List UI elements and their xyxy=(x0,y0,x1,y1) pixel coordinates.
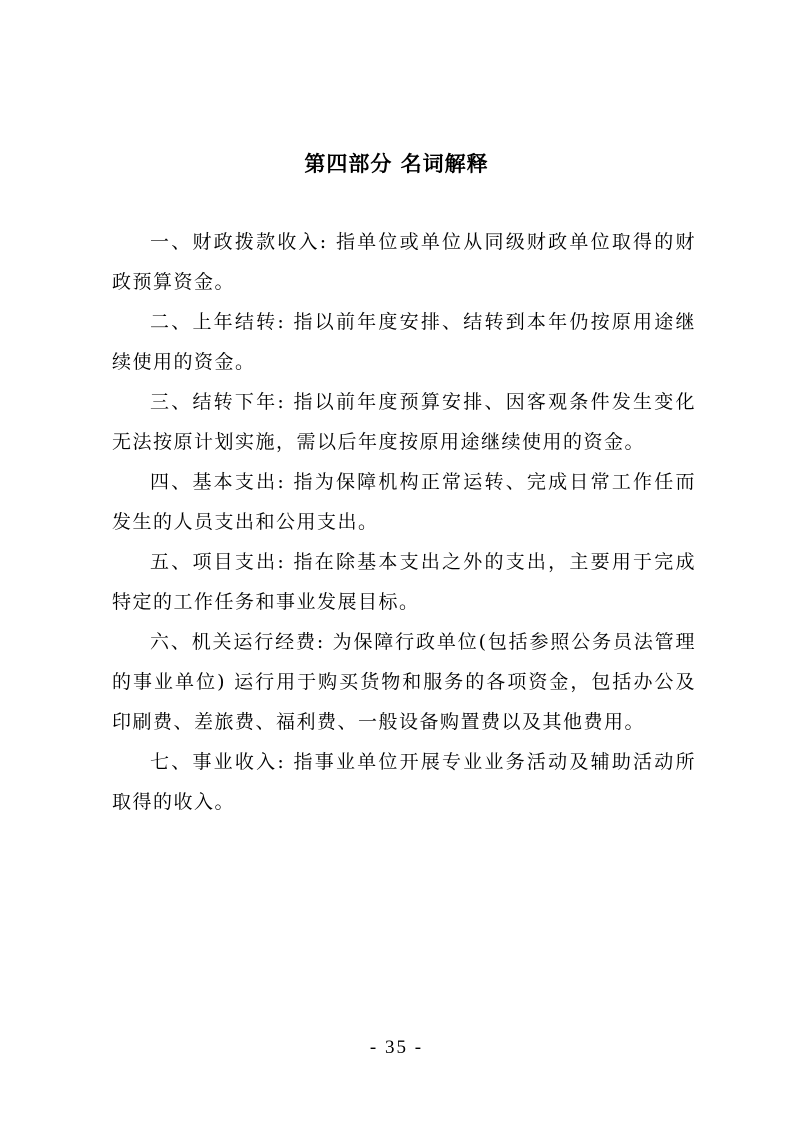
glossary-body xyxy=(112,222,696,822)
glossary-item-fiscal-appropriation-income: 一、财政拨款收入: 指单位或单位从同级财政单位取得的财政预算资金。 xyxy=(112,231,696,293)
glossary-item-project-expenditure: 五、项目支出: 指在除基本支出之外的支出，主要用于完成特定的工作任务和事业发展目标。 xyxy=(112,551,696,613)
glossary-item-business-income: 七、事业收入: 指事业单位开展专业业务活动及辅助活动所取得的收入。 xyxy=(112,751,696,813)
glossary-item-carryover-from-previous-year: 二、上年结转: 指以前年度安排、结转到本年仍按原用途继续使用的资金。 xyxy=(112,311,696,373)
section-title: 第四部分 名词解释 xyxy=(304,152,489,176)
glossary-item-basic-expenditure: 四、基本支出: 指为保障机构正常运转、完成日常工作任而发生的人员支出和公用支出。 xyxy=(112,471,696,533)
glossary-item-carryover-to-next-year: 三、结转下年: 指以前年度预算安排、因客观条件发生变化无法按原计划实施，需以后年度按原用途继续使用的资金。 xyxy=(112,391,696,453)
page-number: - 35 - xyxy=(369,1037,424,1058)
glossary-item-agency-operating-expenses: 六、机关运行经费: 为保障行政单位(包括参照公务员法管理的事业单位) 运行用于购买货物和服务的各项资金，包括办公及印刷费、差旅费、福利费、一般设备购置费以及其他费用。 xyxy=(112,631,696,733)
